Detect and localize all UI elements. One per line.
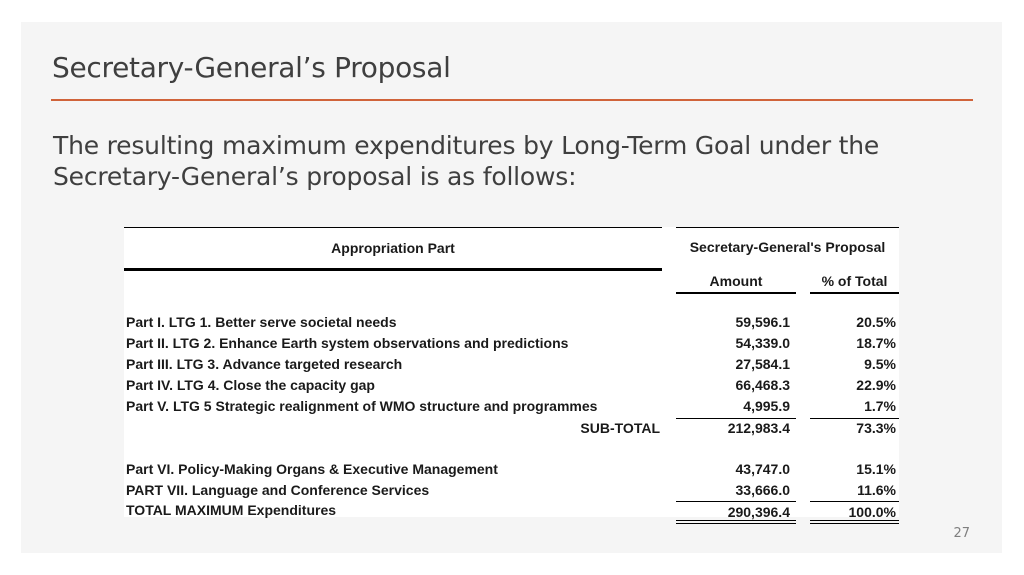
subtotal-amount: 212,983.4 [727, 420, 790, 436]
table-row-pct: 15.1% [856, 461, 896, 477]
table-row-label: Part VI. Policy-Making Organs & Executive Management [126, 461, 498, 477]
total-double-rule-pct-1 [810, 520, 899, 521]
header-rule-pct [810, 292, 899, 294]
table-top-rule-left [124, 227, 662, 228]
subtotal-rule-amount [676, 418, 796, 419]
subtotal-rule-pct [810, 418, 899, 419]
slide [21, 22, 1002, 553]
slide-title: Secretary-General’s Proposal [52, 51, 451, 84]
table-row-pct: 11.6% [857, 482, 896, 498]
table-row-amount: 54,339.0 [735, 335, 790, 351]
table-row-amount: 43,747.0 [735, 461, 790, 477]
header-rule-left [124, 268, 662, 271]
total-double-rule-pct-2 [810, 523, 899, 524]
header-appropriation-part: Appropriation Part [331, 240, 455, 256]
table-row-pct: 20.5% [856, 314, 896, 330]
title-divider [51, 99, 973, 101]
total-double-rule-amount-2 [676, 523, 796, 524]
table-row-pct: 1.7% [864, 398, 896, 414]
table-row-amount: 4,995.9 [743, 398, 790, 414]
table-row-label: PART VII. Language and Conference Services [126, 482, 430, 498]
table-row-label: Part I. LTG 1. Better serve societal needs [126, 314, 397, 330]
header-sg-proposal: Secretary-General's Proposal [689, 239, 886, 255]
header-rule-amount [676, 292, 796, 294]
table-row-amount: 33,666.0 [735, 482, 790, 498]
subtotal-pct: 73.3% [856, 420, 896, 436]
table-row-pct: 18.7% [856, 335, 896, 351]
expenditure-table [124, 227, 899, 520]
total-rule-amount [676, 501, 796, 502]
total-double-rule-amount-1 [676, 520, 796, 521]
table-top-rule-right [676, 227, 899, 228]
table-row-label: Part II. LTG 2. Enhance Earth system observations and predictions [126, 335, 569, 351]
table-row-label: Part IV. LTG 4. Close the capacity gap [126, 377, 375, 393]
table-row-label: Part V. LTG 5 Strategic realignment of WMO structure and programmes [126, 398, 598, 414]
total-label: TOTAL MAXIMUM Expenditures [126, 502, 337, 518]
header-amount: Amount [709, 273, 763, 289]
subtotal-label: SUB-TOTAL [580, 420, 660, 436]
total-pct: 100.0% [848, 504, 896, 520]
table-row-amount: 59,596.1 [735, 314, 790, 330]
total-rule-pct [810, 501, 899, 502]
header-pct-total: % of Total [821, 273, 888, 289]
slide-body-text: The resulting maximum expenditures by Long-Term Goal under the Secretary-General’s proposal is as follows: [53, 131, 880, 191]
table-row-pct: 22.9% [856, 377, 896, 393]
table-row-label: Part III. LTG 3. Advance targeted research [126, 356, 403, 372]
table-row-amount: 66,468.3 [735, 377, 790, 393]
total-amount: 290,396.4 [727, 504, 790, 520]
table-row-pct: 9.5% [864, 356, 896, 372]
page-number: 27 [953, 526, 970, 541]
table-row-amount: 27,584.1 [735, 356, 790, 372]
